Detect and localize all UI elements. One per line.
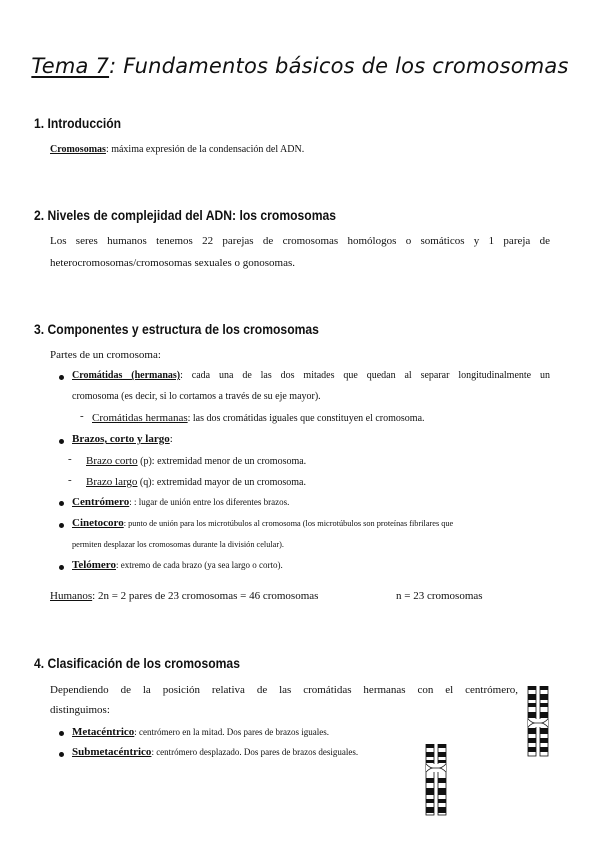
s3-intro: Partes de un cromosoma: [50,349,161,361]
metacentric-chromosome-icon [526,686,550,758]
brazo-largo-term: Brazo largo [86,476,138,488]
dash-brazo-largo: - [68,474,72,486]
brazo-corto-term: Brazo corto [86,455,138,467]
bullet-metacentrico [59,731,64,736]
section-4-heading: 4. Clasificación de los cromosomas [34,656,240,671]
telomero-term: Telómero [72,559,116,571]
centromero-term: Centrómero [72,496,130,508]
cromatidas-hermanas-term: Cromátidas hermanas [92,412,188,424]
page-title [0,54,600,78]
section-3-heading: 3. Componentes y estructura de los cromosomas [34,322,319,337]
telomero-def: : extremo de cada brazo (ya sea largo o corto). [116,560,283,570]
dash-cromatidas-hermanas: - [80,410,84,422]
metacentrico-def: : centrómero en la mitad. Dos pares de brazos iguales. [134,727,329,737]
s1-def: : máxima expresión de la condensación del ADN. [105,144,305,155]
centromero-def: : : lugar de unión entre los diferentes brazos. [129,497,290,507]
s4-line1: Dependiendo de la posición relativa de las cromátidas hermanas con el centrómero, [50,684,518,696]
cromatidas-line1 [72,370,550,381]
bullet-submetacentrico [59,752,64,757]
submetacentrico-line [72,746,358,758]
haploid-number: n = 23 cromosomas [396,590,483,602]
s1-definition [50,144,304,155]
submetacentric-chromosome-icon [424,744,448,816]
bullet-cinetocoro [59,523,64,528]
bullet-brazos [59,439,64,444]
cromatidas-hermanas-def: : las dos cromátidas iguales que constituyen el cromosoma. [187,413,425,424]
s2-line1: Los seres humanos tenemos 22 parejas de cromosomas homólogos o somáticos y 1 pareja de [50,235,550,247]
cromatidas-def-1: : cada una de las dos mitades que quedan al separar longitudinalmente un [180,370,550,381]
centromero-line [72,496,289,508]
cromatidas-hermanas [92,412,425,424]
humanos-formula: : 2n = 2 pares de 23 cromosomas = 46 cromosomas [92,590,319,602]
telomero-line [72,559,283,571]
s2-line2: heterocromosomas/cromosomas sexuales o gonosomas. [50,257,296,269]
section-1-heading: 1. Introducción [34,116,122,131]
section-2-heading: 2. Niveles de complejidad del ADN: los cromosomas [34,208,337,223]
brazo-largo-def: (q): extremidad mayor de un cromosoma. [137,477,306,488]
brazo-corto [86,455,306,467]
submetacentrico-def: : centrómero desplazado. Dos pares de brazos desiguales. [151,747,359,757]
bullet-centromero [59,501,64,506]
s1-term: Cromosomas [50,144,106,155]
humanos-term: Humanos [50,590,93,602]
metacentrico-term: Metacéntrico [72,726,135,738]
cinetocoro-line1 [72,517,453,529]
brazo-corto-def: (p): extremidad menor de un cromosoma. [137,456,307,467]
bullet-cromatidas [59,375,64,380]
humanos-line [50,590,318,602]
metacentrico-line [72,726,329,738]
title-topic: Tema 7 [31,54,110,78]
title-text: : Fundamentos básicos de los cromosomas [109,54,569,78]
bullet-telomero [59,565,64,570]
dash-brazo-corto: - [68,453,72,465]
brazos-term: Brazos, corto y largo [72,433,170,445]
cromatidas-term: Cromátidas (hermanas) [72,370,181,381]
brazos-heading [72,433,173,445]
cinetocoro-line2: permiten desplazar los cromosomas durante la división celular). [72,540,284,549]
brazo-largo [86,476,306,488]
submetacentrico-term: Submetacéntrico [72,746,152,758]
cinetocoro-def-1: : punto de unión para los microtúbulos al cromosoma (los microtúbulos son proteínas fibrilares que [123,519,454,528]
s4-line2: distinguimos: [50,704,110,716]
brazos-colon: : [169,433,173,445]
cromatidas-line2: cromosoma (es decir, si lo cortamos a través de su eje mayor). [72,391,321,402]
cinetocoro-term: Cinetocoro [72,517,124,529]
